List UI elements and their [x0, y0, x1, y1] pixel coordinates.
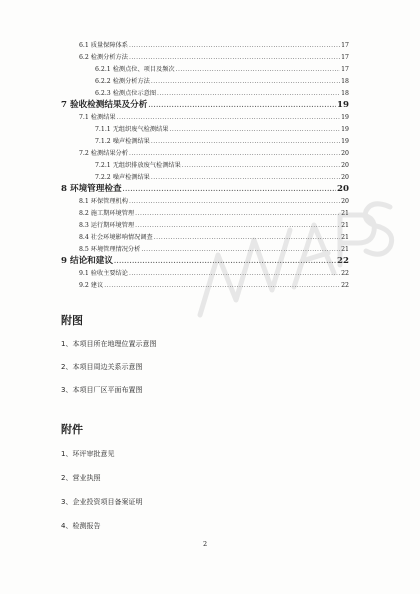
attachment-list-item: 2、营业执照: [61, 474, 101, 482]
toc-leader: [151, 139, 340, 145]
toc-chapter: [61, 185, 349, 194]
attachment-list-item: 3、企业投资项目备案证明: [61, 498, 143, 506]
toc-entry-page: 19: [341, 126, 349, 133]
attachment-list-item: 1、环评审批意见: [61, 450, 115, 458]
figures-heading: 附图: [61, 314, 83, 327]
toc-leader: [117, 115, 341, 121]
toc-entry: [79, 43, 349, 49]
toc-entry-page: 20: [341, 162, 349, 169]
toc-entry-page: 20: [341, 150, 349, 157]
toc-leader: [151, 79, 340, 85]
toc-entry-page: 17: [341, 66, 349, 73]
toc-entry-label: 7.1.1 无组织废气检测结果: [95, 126, 169, 133]
toc-entry-label: 7 验收检测结果及分析: [61, 100, 148, 110]
toc-entry-page: 21: [341, 234, 349, 241]
watermark-logo: [190, 195, 400, 345]
toc-entry-page: 18: [341, 90, 349, 97]
toc-leader: [129, 151, 340, 157]
toc-entry-page: 22: [337, 256, 349, 266]
toc-entry-page: 20: [341, 174, 349, 181]
toc-leader: [176, 67, 341, 73]
toc-entry-label: 9.2 建议: [79, 282, 104, 289]
toc-entry-page: 20: [341, 198, 349, 205]
toc-entry-label: 8.5 环境管理情况分析: [79, 246, 141, 253]
toc-leader: [129, 43, 340, 49]
toc-entry-label: 8.2 施工期环境管理: [79, 210, 135, 217]
toc-entry-label: 8.1 环保管理机构: [79, 198, 128, 205]
toc-entry-page: 19: [341, 138, 349, 145]
toc-entry-label: 6.2.2 检测分析方法: [95, 78, 150, 85]
toc-leader: [151, 175, 340, 181]
toc-entry: [95, 139, 349, 145]
figure-list-item: 1、本项目所在地理位置示意图: [61, 340, 157, 348]
toc-entry-page: 21: [341, 210, 349, 217]
toc-entry-page: 19: [341, 114, 349, 121]
toc-entry-label: 6.1 质量保障体系: [79, 42, 128, 49]
toc-entry-page: 17: [341, 54, 349, 61]
toc-entry-page: 21: [341, 222, 349, 229]
toc-leader: [129, 55, 340, 61]
toc-entry-page: 20: [337, 184, 349, 194]
toc-entry: [79, 151, 349, 157]
toc-entry-page: 22: [341, 282, 349, 289]
toc-entry-label: 8 环境管理检查: [61, 184, 122, 194]
toc-entry-label: 7.2.2 噪声检测结果: [95, 174, 150, 181]
toc-entry-label: 7.1.2 噪声检测结果: [95, 138, 150, 145]
toc-entry-label: 7.2.1 无组织排放废气检测结果: [95, 162, 181, 169]
toc-entry-label: 7.1 检测结果: [79, 114, 116, 121]
toc-leader: [123, 187, 336, 193]
toc-entry: [95, 163, 349, 169]
toc-entry-label: 6.2 检测分析方法: [79, 54, 128, 61]
toc-entry-page: 21: [341, 246, 349, 253]
toc-entry: [95, 175, 349, 181]
page-number: 2: [203, 540, 208, 548]
figure-list-item: 2、本项目周边关系示意图: [61, 363, 143, 371]
toc-leader: [169, 127, 340, 133]
attachments-heading: 附件: [61, 423, 83, 436]
toc-entry: [95, 67, 349, 73]
figure-list-item: 3、本项目厂区平面布置图: [61, 386, 143, 394]
toc-leader: [148, 103, 336, 109]
toc-entry: [79, 55, 349, 61]
toc-entry-label: 6.2.3 检测点位示意图: [95, 90, 157, 97]
attachment-list-item: 4、检测报告: [61, 522, 101, 530]
toc-entry-label: 7.2 检测结果分析: [79, 150, 128, 157]
toc-entry: [95, 91, 349, 97]
toc-entry: [95, 127, 349, 133]
toc-entry-label: 8.4 社会环境影响情况调查: [79, 234, 153, 241]
toc-leader: [157, 91, 340, 97]
toc-entry-label: 9 结论和建议: [61, 256, 113, 266]
toc-entry-page: 22: [341, 270, 349, 277]
toc-entry: [95, 79, 349, 85]
toc-leader: [182, 163, 340, 169]
toc-entry-label: 9.1 验收主要结论: [79, 270, 128, 277]
toc-entry-page: 19: [337, 100, 349, 110]
toc-entry-label: 8.3 运行期环境管理: [79, 222, 135, 229]
toc-entry-page: 18: [341, 78, 349, 85]
toc-entry-page: 17: [341, 42, 349, 49]
toc-entry: [79, 115, 349, 121]
toc-entry-label: 6.2.1 检测点位、项目及频次: [95, 66, 175, 73]
toc-chapter: [61, 101, 349, 110]
